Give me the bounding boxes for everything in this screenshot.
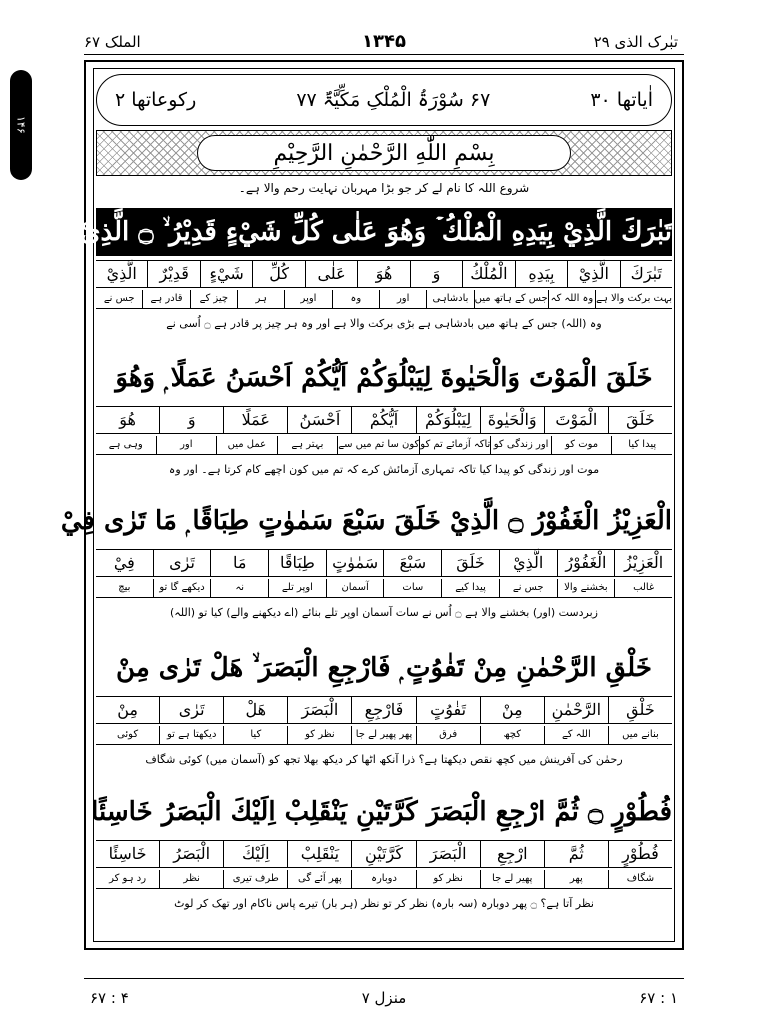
word-cell: هُوَ	[357, 261, 409, 287]
word-meaning: ہر	[237, 290, 284, 308]
meaning-grid	[96, 870, 672, 889]
word-meaning: وہی ہے	[108, 439, 143, 450]
word-grid	[96, 406, 672, 434]
word-cell: سَبْعَ	[383, 550, 441, 576]
word-cell: الْمَوْتَ	[544, 407, 608, 433]
word-cell: خَاسِئًا	[108, 844, 147, 863]
word-cell: فِيْ	[113, 553, 135, 572]
word-meaning: نظر کو	[416, 870, 480, 888]
word-grid	[96, 549, 672, 577]
word-meaning: آسمان	[326, 579, 384, 597]
word-meaning: قادر ہے	[142, 290, 189, 308]
word-cell: فُطُوْرٍ	[608, 841, 672, 867]
word-meaning: فرق	[416, 726, 480, 744]
word-cell: الْبَصَرَ	[416, 841, 480, 867]
word-meaning: پیدا کیے	[441, 579, 499, 597]
word-cell: طِبَاقًا	[268, 550, 326, 576]
word-cell: الْغَفُوْرُ	[557, 550, 615, 576]
ayah-line: تَبٰرَكَ الَّذِيْ بِيَدِهِ الْمُلْكُ ۡ وَهُوَ عَلٰى كُلِّ شَيْءٍ قَدِيْرُ ۙ ۝ الَّذِيْ	[96, 208, 672, 256]
word-meaning: چیز کے	[190, 290, 237, 308]
word-meaning: بہت برکت والا ہے	[595, 290, 672, 308]
word-cell: الْمُلْكُ	[462, 261, 514, 287]
word-meaning: بیچ	[118, 582, 131, 593]
word-cell: تَرٰى	[159, 697, 223, 723]
word-cell: ارْجِعِ	[480, 841, 544, 867]
word-meaning: جس نے	[499, 579, 557, 597]
word-meaning: بخشنے والا	[557, 579, 615, 597]
juz-title: تبٰرک الذی ۲۹	[593, 33, 678, 51]
word-cell: وَ	[410, 261, 462, 287]
word-cell: اَيُّكُمْ	[351, 407, 415, 433]
ayah-line: فُطُوْرٍ ۝ ثُمَّ ارْجِعِ الْبَصَرَ كَرَّتَيْنِ يَنْقَلِبْ اِلَيْكَ الْبَصَرُ خَاسِئًا	[91, 797, 672, 827]
word-meaning: بنانے میں	[608, 726, 672, 744]
word-meaning: طرف تیری	[223, 870, 287, 888]
word-cell: الْبَصَرَ	[287, 697, 351, 723]
word-cell: تَفٰوُتٍ	[416, 697, 480, 723]
word-meaning: کچھ	[480, 726, 544, 744]
word-meaning: کوئی	[117, 729, 139, 740]
ayah-line: خَلْقِ الرَّحْمٰنِ مِنْ تَفٰوُتٍ ۭ فَارْجِعِ الْبَصَرَ ۙ هَلْ تَرٰى مِنْ	[116, 653, 652, 683]
word-meaning: اور	[379, 290, 426, 308]
manzil-label: منزل ۷	[361, 989, 407, 1007]
word-cell: كَرَّتَيْنِ	[351, 841, 415, 867]
word-meaning: نظر کو	[287, 726, 351, 744]
word-cell: هَلْ	[223, 697, 287, 723]
word-meaning: جس نے	[103, 293, 135, 304]
word-meaning: غالب	[614, 579, 672, 597]
ruku-count: رکوعاتھا ۲	[115, 89, 197, 111]
word-grid	[96, 840, 672, 868]
word-cell: اَحْسَنُ	[287, 407, 351, 433]
footer-rule	[84, 978, 684, 979]
ayah-translation: موت اور زندگی کو پیدا کیا تاکہ تمہاری آزمائش کرے کہ تم میں کون اچھے کام کرتا ہے۔ اور وہ	[168, 463, 600, 476]
meaning-grid	[96, 726, 672, 745]
word-meaning: دیکھتا ہے تو	[159, 726, 223, 744]
word-cell: كُلِّ	[252, 261, 304, 287]
ayah-line: خَلَقَ الْمَوْتَ وَالْحَيٰوةَ لِيَبْلُوَكُمْ اَيُّكُمْ اَحْسَنُ عَمَلًا ۭ وَهُوَ	[115, 363, 653, 393]
margin-ruku-label: ۱۴۶	[10, 70, 32, 180]
word-cell: قَدِيْرٌ	[147, 261, 199, 287]
basmala-panel	[96, 130, 672, 176]
meaning-grid	[96, 579, 672, 598]
basmala-text: بِسْمِ اللّٰهِ الرَّحْمٰنِ الرَّحِيْمِ	[197, 135, 571, 171]
word-meaning: دوبارہ	[351, 870, 415, 888]
word-cell: مِنْ	[480, 697, 544, 723]
word-meaning: بادشاہی	[426, 290, 473, 308]
word-cell: خَلْقِ	[608, 697, 672, 723]
word-meaning: اور	[156, 436, 217, 454]
word-meaning: پھر پھیر لے جا	[351, 726, 415, 744]
word-cell: الَّذِيْ	[567, 261, 619, 287]
word-cell: وَ	[159, 407, 223, 433]
word-meaning: اور زندگی کو	[490, 436, 551, 454]
word-meaning: جس کے ہاتھ میں	[474, 290, 548, 308]
word-meaning: عمل میں	[216, 436, 277, 454]
word-cell: بِيَدِهِ	[515, 261, 567, 287]
word-cell: الَّذِيْ	[499, 550, 557, 576]
word-cell: الْبَصَرُ	[159, 841, 223, 867]
word-cell: فَارْجِعِ	[351, 697, 415, 723]
word-cell: يَنْقَلِبْ	[287, 841, 351, 867]
word-meaning: پھیر لے جا	[480, 870, 544, 888]
word-meaning: کون سا تم میں سے	[337, 436, 419, 454]
word-meaning: شگاف	[608, 870, 672, 888]
surah-title: ۶۷ سُوْرَۃُ الْمُلْکِ مَکِّیَّۃٌ ۷۷	[296, 89, 491, 111]
word-meaning: وہ	[332, 290, 379, 308]
meaning-grid	[96, 436, 672, 455]
word-cell: شَيْءٍ	[200, 261, 252, 287]
basmala-translation: شروع اللہ کا نام لے کر جو بڑا مہربان نہایت رحم والا ہے۔	[238, 181, 530, 195]
word-meaning: پھر آئے گی	[287, 870, 351, 888]
word-meaning: اوپر	[284, 290, 331, 308]
word-cell: اِلَيْكَ	[223, 841, 287, 867]
word-meaning: پھر	[544, 870, 608, 888]
ayah-translation: نظر آتا ہے؟ ۝ پھر دوبارہ (سہ بارہ) نظر کر تو نظر (ہر بار) تیرے پاس ناکام اور تھک کر لوٹ	[174, 897, 594, 910]
surah-reference: الملک ۶۷	[84, 33, 141, 51]
header-rule	[84, 54, 684, 55]
word-cell: عَلٰى	[305, 261, 357, 287]
word-meaning: نظر	[159, 870, 223, 888]
word-cell: تَبٰرَكَ	[620, 261, 672, 287]
page-number: ۱۳۴۵	[362, 31, 406, 52]
word-cell: سَمٰوٰتٍ	[326, 550, 384, 576]
word-cell: ثُمَّ	[544, 841, 608, 867]
word-cell: هُوَ	[119, 410, 136, 429]
footer-left-ref: ۶۷ : ۴	[90, 989, 129, 1007]
word-cell: الرَّحْمٰنِ	[544, 697, 608, 723]
word-cell: مَا	[210, 550, 268, 576]
word-meaning: اللہ کے	[544, 726, 608, 744]
word-meaning: وہ اللہ کہ	[548, 290, 595, 308]
word-meaning: سات	[383, 579, 441, 597]
footer-right-ref: ۶۷ : ۱	[639, 989, 678, 1007]
word-meaning: اوپر تلے	[268, 579, 326, 597]
word-meaning: کیا	[223, 726, 287, 744]
word-cell: خَلَقَ	[608, 407, 672, 433]
word-meaning: تاکہ آزمائے تم کو	[419, 436, 490, 454]
surah-header-band	[96, 74, 672, 126]
word-grid	[96, 260, 672, 288]
word-cell: مِنْ	[117, 700, 138, 719]
meaning-grid	[96, 290, 672, 309]
word-meaning: رد ہو کر	[109, 873, 147, 884]
ayat-count: اٰیاتھا ۳۰	[590, 89, 653, 111]
word-cell: خَلَقَ	[441, 550, 499, 576]
word-cell: لِيَبْلُوَكُمْ	[416, 407, 480, 433]
ayah-translation: رحمٰن کی آفرینش میں کچھ نقص دیکھتا ہے؟ ذرا آنکھ اٹھا کر دیکھ بھلا تجھ کو (آسمان میں) کوئی شگاف	[145, 753, 623, 766]
word-cell: الْعَزِيْزُ	[614, 550, 672, 576]
word-meaning: دیکھے گا تو	[153, 579, 211, 597]
ayah-translation: وہ (اللہ) جس کے ہاتھ میں بادشاہی ہے بڑی برکت والا ہے اور وہ ہر چیز پر قادر ہے ۝ اُسی نے	[166, 317, 602, 330]
word-grid	[96, 696, 672, 724]
word-meaning: موت کو	[551, 436, 612, 454]
word-cell: الَّذِيْ	[106, 264, 137, 283]
word-meaning: بہتر ہے	[277, 436, 338, 454]
word-cell: عَمَلًا	[223, 407, 287, 433]
ayah-line: الْعَزِيْزُ الْغَفُوْرُ ۝ الَّذِيْ خَلَقَ سَبْعَ سَمٰوٰتٍ طِبَاقًا ۭ مَا تَرٰى فِيْ	[60, 506, 672, 536]
word-cell: تَرٰى	[153, 550, 211, 576]
word-meaning: نہ	[210, 579, 268, 597]
ayah-translation: زبردست (اور) بخشنے والا ہے ۝ اُس نے سات آسمان اوپر تلے بنائے (اے دیکھنے والے) کیا تو (اللہ)	[169, 606, 598, 619]
word-meaning: پیدا کیا	[611, 436, 672, 454]
word-cell: وَالْحَيٰوةَ	[480, 407, 544, 433]
